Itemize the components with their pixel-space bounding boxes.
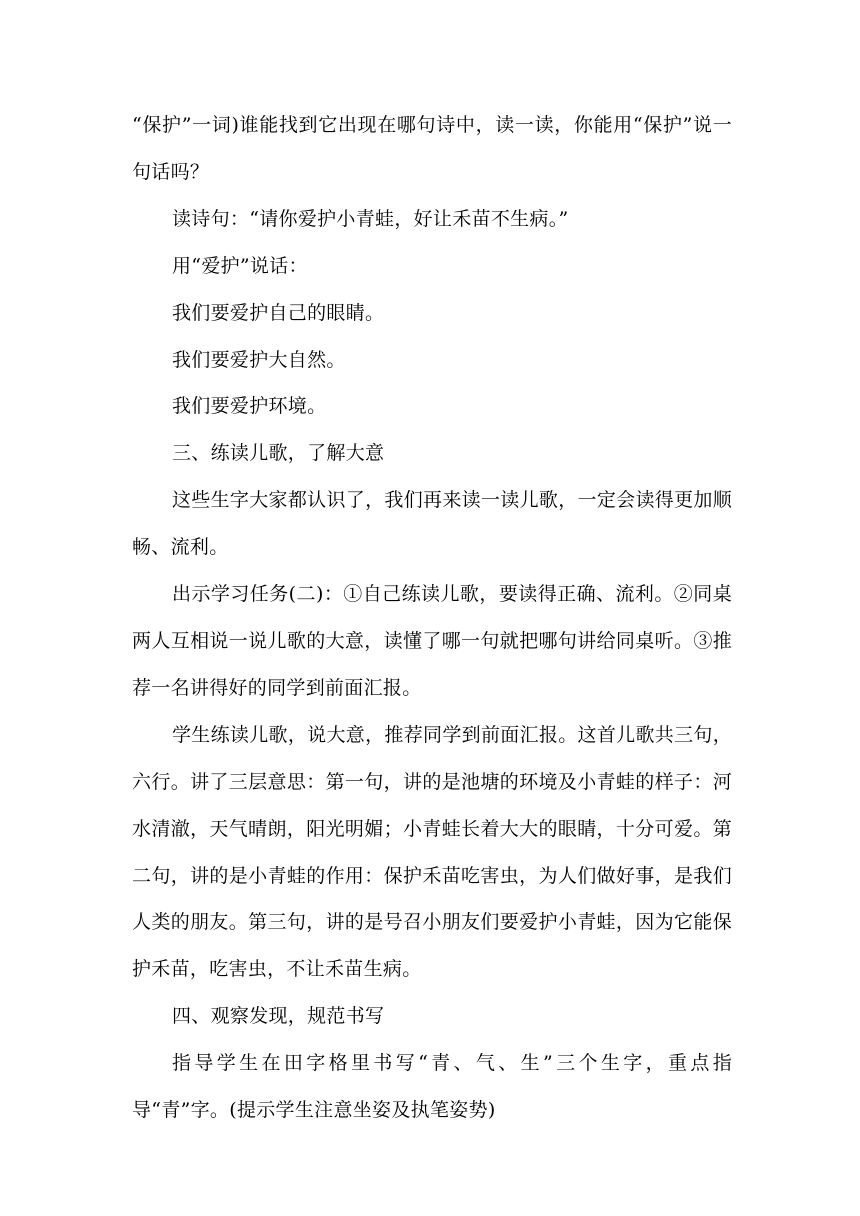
paragraph-meaning: 学生练读儿歌，说大意，推荐同学到前面汇报。这首儿歌共三句，六行。讲了三层意思：第一句，讲的是池塘的环境及小青蛙的样子：河水清澈，天气晴朗，阳光明媚；小青蛙长着大大的眼睛，十分可爱。第二句，讲的是小青蛙的作用：保护禾苗吃害虫，为人们做好事，是我们人类的朋友。第三句，讲的是号召小朋友们要爱护小青蛙，因为它能保护禾苗，吃害虫，不让禾苗生病。 [132, 723, 732, 981]
paragraph-read-verse: 读诗句：“请你爱护小青蛙，好让禾苗不生病。” [172, 207, 569, 230]
paragraph-reread: 这些生字大家都认识了，我们再来读一读儿歌，一定会读得更加顺畅、流利。 [132, 489, 732, 559]
paragraph-example-eyes: 我们要爱护自己的眼睛。 [172, 301, 385, 324]
section-heading-three: 三、练读儿歌，了解大意 [172, 442, 385, 465]
paragraph-writing-guide: 指导学生在田字格里书写“青、气、生”三个生字，重点指导“青”字。(提示学生注意坐姿及执笔姿势) [132, 1052, 732, 1122]
paragraph-example-nature: 我们要爱护大自然。 [172, 348, 346, 371]
document-body [132, 102, 732, 1134]
paragraph-example-environment: 我们要爱护环境。 [172, 395, 327, 418]
paragraph-speak-prompt: 用“爱护”说话： [172, 254, 308, 277]
paragraph-task-two: 出示学习任务(二)：①自己练读儿歌，要读得正确、流利。②同桌两人互相说一说儿歌的大意，读懂了哪一句就把哪句讲给同桌听。③推荐一名讲得好的同学到前面汇报。 [132, 583, 732, 699]
paragraph-continuation: “保护”一词)谁能找到它出现在哪句诗中，读一读，你能用“保护”说一句话吗？ [132, 114, 732, 183]
section-heading-four: 四、观察发现，规范书写 [172, 1005, 385, 1028]
